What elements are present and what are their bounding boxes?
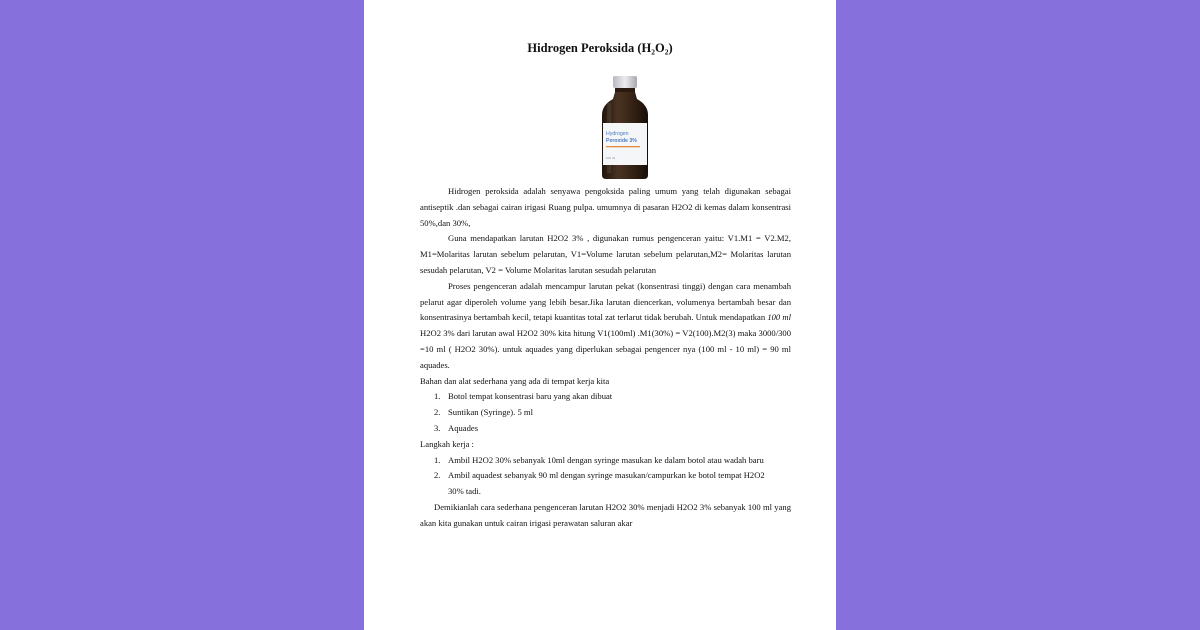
process-text-italic: 100 ml [767, 312, 791, 323]
list-item-number: 2. [434, 470, 441, 481]
list-item-number: 1. [434, 391, 441, 402]
list-item-text: Suntikan (Syringe). 5 ml [448, 407, 533, 418]
process-text-part1: Proses pengenceran adalah mencampur larutan pekat (konsentrasi tinggi) dengan cara menambah pelarut agar diperoleh volume yang lebih besar.Jika larutan diencerkan, volumenya bertambah besar dan konsentrasinya bertambah kecil, tetapi kuantitas total zat terlarut tidak berubah. Untuk mendapatkan [420, 280, 791, 323]
bottle-label-stripe [606, 146, 640, 147]
paragraph-intro: Hidrogen peroksida adalah senyawa pengoksida paling umum yang telah digunakan sebagai antiseptik .dan sebagai cairan irigasi Ruang pulpa. umumnya di pasaran H2O2 di kemas dalam konsentrasi 50%,dan 30%, [420, 186, 791, 228]
paragraph-process [420, 279, 791, 374]
bottle-label-line3: 100 ml [606, 156, 616, 160]
paragraph-formula: Guna mendapatkan larutan H2O2 3% , digunakan rumus pengenceran yaitu: V1.M1 = V2.M2, M1=Molaritas larutan sebelum pelarutan, V1=Volume larutan sebelum pelarutan,M2= Molaritas larutan sesudah pelarutan, V2 = Volume Molaritas larutan sesudah pelarutan [420, 233, 791, 275]
document-page [364, 0, 836, 630]
paragraph-closing: Demikianlah cara sederhana pengenceran larutan H2O2 30% menjadi H2O2 3% sebanyak 100 ml yang akan kita gunakan untuk cairan irigasi perawatan saluran akar [420, 501, 791, 528]
bottle-label-line1: Hydrogen [606, 131, 629, 137]
document-title: Hidrogen Peroksida (H₂O₂) [527, 41, 673, 55]
steps-list [420, 453, 791, 500]
list-item-text: Aquades [448, 422, 479, 433]
bottle-cap [613, 76, 637, 88]
process-text-part2: H2O2 3% dari larutan awal H2O2 30% kita hitung V1(100ml) .M1(30%) = V2(100).M2(3) maka 3000/300 =10 ml ( H2O2 30%). untuk aquades yang diperlukan sebagai pengencer nya (100 ml - 10 ml) = 90 ml aquades. [420, 328, 791, 370]
list-item [420, 421, 791, 437]
list-item [420, 468, 791, 500]
list-item-text: Ambil aquadest sebanyak 90 ml dengan syringe masukan/campurkan ke botol tempat H2O2 30% tadi. [448, 470, 765, 497]
list-item [420, 405, 791, 421]
list-item [420, 389, 791, 405]
steps-heading: Langkah kerja : [420, 438, 474, 449]
materials-list [420, 389, 791, 436]
list-item-number: 3. [434, 422, 441, 433]
hydrogen-peroxide-bottle-image [594, 75, 656, 181]
list-item-number: 2. [434, 407, 441, 418]
list-item-number: 1. [434, 454, 441, 465]
list-item [420, 453, 791, 469]
bottle-label-line2: Peroxide 3% [606, 138, 637, 144]
list-item-text: Botol tempat konsentrasi baru yang akan dibuat [448, 391, 613, 402]
list-item-text: Ambil H2O2 30% sebanyak 10ml dengan syringe masukan ke dalam botol atau wadah baru [448, 454, 764, 465]
materials-heading: Bahan dan alat sederhana yang ada di tempat kerja kita [420, 375, 610, 386]
document-body [420, 184, 791, 532]
